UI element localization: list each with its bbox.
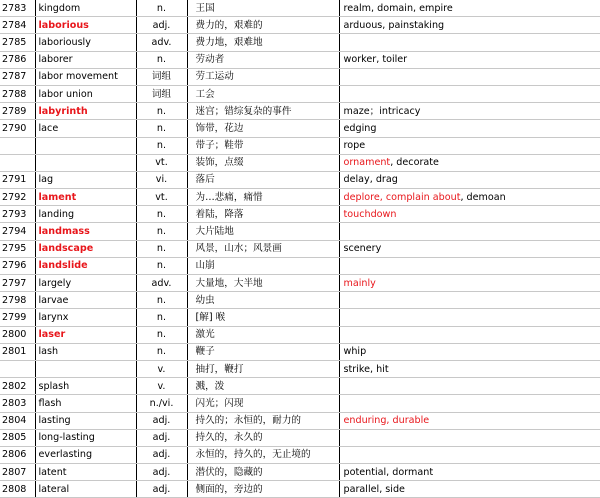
entry-number: 2801 (0, 343, 35, 360)
synonym-segment: whip (343, 346, 367, 358)
entry-number: 2790 (0, 120, 35, 137)
table-row (0, 137, 600, 154)
chinese-definition: 费力的，艰难的 (187, 17, 339, 34)
chinese-definition: 大片陆地 (187, 223, 339, 240)
headword: landmass (35, 223, 136, 240)
table-row (0, 103, 600, 120)
headword: laborious (35, 17, 136, 34)
part-of-speech: adj. (136, 17, 187, 34)
headword: laser (35, 326, 136, 343)
chinese-definition: 迷宫；错综复杂的事件 (187, 103, 339, 120)
part-of-speech: adv. (136, 34, 187, 51)
synonyms (339, 206, 600, 223)
synonyms (339, 17, 600, 34)
synonym-segment: touchdown (343, 208, 397, 220)
entry-number: 2786 (0, 51, 35, 68)
table-row (0, 309, 600, 326)
chinese-definition: 潜伏的，隐藏的 (187, 464, 339, 481)
headword: larynx (35, 309, 136, 326)
entry-number: 2796 (0, 257, 35, 274)
chinese-definition: 侧面的，旁边的 (187, 481, 339, 498)
synonyms (339, 343, 600, 360)
synonyms (339, 85, 600, 102)
table-row (0, 85, 600, 102)
part-of-speech: n. (136, 206, 187, 223)
entry-number: 2794 (0, 223, 35, 240)
synonym-segment: edging (343, 122, 377, 134)
table-row (0, 446, 600, 463)
part-of-speech: n. (136, 257, 187, 274)
table-row (0, 378, 600, 395)
headword: laboriously (35, 34, 136, 51)
table-row (0, 257, 600, 274)
chinese-definition: 为…悲痛，痛惜 (187, 189, 339, 206)
synonyms (339, 103, 600, 120)
chinese-definition: 饰带，花边 (187, 120, 339, 137)
entry-number (0, 360, 35, 377)
part-of-speech: n. (136, 103, 187, 120)
part-of-speech: adv. (136, 275, 187, 292)
table-row (0, 154, 600, 171)
part-of-speech: adj. (136, 429, 187, 446)
entry-number: 2803 (0, 395, 35, 412)
headword: labor union (35, 85, 136, 102)
synonym-segment: rope (343, 140, 366, 152)
synonyms (339, 429, 600, 446)
part-of-speech: v. (136, 360, 187, 377)
chinese-definition: 溅，泼 (187, 378, 339, 395)
entry-number: 2802 (0, 378, 35, 395)
headword: everlasting (35, 446, 136, 463)
part-of-speech: vt. (136, 154, 187, 171)
entry-number: 2785 (0, 34, 35, 51)
headword: landscape (35, 240, 136, 257)
chinese-definition: 鞭子 (187, 343, 339, 360)
part-of-speech: 词组 (136, 68, 187, 85)
synonyms (339, 481, 600, 498)
part-of-speech: n. (136, 120, 187, 137)
synonym-segment: maze；intricacy (343, 105, 421, 117)
chinese-definition: 劳动者 (187, 51, 339, 68)
headword: labor movement (35, 68, 136, 85)
headword: latent (35, 464, 136, 481)
entry-number (0, 154, 35, 171)
headword: lash (35, 343, 136, 360)
entry-number: 2791 (0, 171, 35, 188)
synonyms (339, 326, 600, 343)
entry-number: 2807 (0, 464, 35, 481)
synonym-segment: deplore, complain about (343, 191, 461, 203)
chinese-definition: 大量地，大半地 (187, 275, 339, 292)
synonyms (339, 309, 600, 326)
part-of-speech: n. (136, 292, 187, 309)
part-of-speech: vi. (136, 171, 187, 188)
chinese-definition: 持久的；永恒的，耐力的 (187, 412, 339, 429)
synonyms (339, 412, 600, 429)
synonyms (339, 189, 600, 206)
entry-number: 2800 (0, 326, 35, 343)
synonym-segment: realm, domain, empire (343, 2, 453, 14)
entry-number: 2783 (0, 0, 35, 17)
table-row (0, 0, 600, 17)
table-row (0, 360, 600, 377)
synonym-segment: strike, hit (343, 363, 389, 375)
headword: larvae (35, 292, 136, 309)
synonyms (339, 446, 600, 463)
entry-number: 2792 (0, 189, 35, 206)
synonym-segment: scenery (343, 243, 382, 255)
entry-number: 2804 (0, 412, 35, 429)
table-row (0, 68, 600, 85)
chinese-definition: 幼虫 (187, 292, 339, 309)
table-row (0, 171, 600, 188)
chinese-definition: [解] 喉 (187, 309, 339, 326)
chinese-definition: 落后 (187, 171, 339, 188)
synonyms (339, 378, 600, 395)
synonyms (339, 68, 600, 85)
chinese-definition: 王国 (187, 0, 339, 17)
synonym-segment: ornament (343, 157, 391, 169)
chinese-definition: 抽打，鞭打 (187, 360, 339, 377)
headword: long-lasting (35, 429, 136, 446)
part-of-speech: n. (136, 0, 187, 17)
table-row (0, 17, 600, 34)
headword: landslide (35, 257, 136, 274)
headword: lament (35, 189, 136, 206)
entry-number: 2795 (0, 240, 35, 257)
part-of-speech: n./vi. (136, 395, 187, 412)
synonyms (339, 34, 600, 51)
entry-number: 2793 (0, 206, 35, 223)
headword: laborer (35, 51, 136, 68)
table-row (0, 343, 600, 360)
part-of-speech: v. (136, 378, 187, 395)
synonym-segment: enduring, durable (343, 415, 430, 427)
part-of-speech: n. (136, 309, 187, 326)
synonym-segment: , demoan (460, 191, 506, 203)
entry-number: 2806 (0, 446, 35, 463)
headword: largely (35, 275, 136, 292)
table-row (0, 481, 600, 498)
entry-number: 2788 (0, 85, 35, 102)
synonym-segment: parallel, side (343, 483, 405, 495)
entry-number: 2805 (0, 429, 35, 446)
entry-number: 2787 (0, 68, 35, 85)
entry-number: 2797 (0, 275, 35, 292)
chinese-definition: 永恒的，持久的，无止境的 (187, 446, 339, 463)
synonym-segment: , decorate (390, 157, 439, 169)
part-of-speech: n. (136, 137, 187, 154)
part-of-speech: adj. (136, 412, 187, 429)
headword: lasting (35, 412, 136, 429)
headword: lace (35, 120, 136, 137)
synonym-segment: delay, drag (343, 174, 398, 186)
chinese-definition: 着陆，降落 (187, 206, 339, 223)
synonym-segment: worker, toiler (343, 54, 408, 66)
entry-number: 2798 (0, 292, 35, 309)
synonyms (339, 240, 600, 257)
headword: flash (35, 395, 136, 412)
headword: splash (35, 378, 136, 395)
synonyms (339, 257, 600, 274)
part-of-speech: adj. (136, 446, 187, 463)
synonyms (339, 137, 600, 154)
part-of-speech: n. (136, 223, 187, 240)
part-of-speech: n. (136, 343, 187, 360)
headword: landing (35, 206, 136, 223)
synonyms (339, 292, 600, 309)
table-row (0, 275, 600, 292)
part-of-speech: adj. (136, 481, 187, 498)
table-row (0, 34, 600, 51)
synonyms (339, 223, 600, 240)
chinese-definition: 带子；鞋带 (187, 137, 339, 154)
part-of-speech: adj. (136, 464, 187, 481)
synonym-segment: potential, dormant (343, 466, 434, 478)
part-of-speech: 词组 (136, 85, 187, 102)
chinese-definition: 劳工运动 (187, 68, 339, 85)
table-row (0, 412, 600, 429)
synonyms (339, 171, 600, 188)
part-of-speech: n. (136, 326, 187, 343)
synonyms (339, 51, 600, 68)
table-row (0, 206, 600, 223)
synonym-segment: arduous, painstaking (343, 19, 445, 31)
headword: labyrinth (35, 103, 136, 120)
entry-number: 2808 (0, 481, 35, 498)
chinese-definition: 工会 (187, 85, 339, 102)
synonym-segment: mainly (343, 277, 376, 289)
synonyms (339, 0, 600, 17)
synonyms (339, 360, 600, 377)
synonyms (339, 120, 600, 137)
chinese-definition: 装饰，点缀 (187, 154, 339, 171)
entry-number: 2784 (0, 17, 35, 34)
table-row (0, 326, 600, 343)
chinese-definition: 激光 (187, 326, 339, 343)
synonyms (339, 395, 600, 412)
headword (35, 154, 136, 171)
headword (35, 137, 136, 154)
synonyms (339, 464, 600, 481)
table-row (0, 189, 600, 206)
table-row (0, 395, 600, 412)
table-row (0, 240, 600, 257)
chinese-definition: 费力地，艰难地 (187, 34, 339, 51)
headword (35, 360, 136, 377)
table-row (0, 292, 600, 309)
part-of-speech: vt. (136, 189, 187, 206)
entry-number: 2789 (0, 103, 35, 120)
headword: kingdom (35, 0, 136, 17)
table-row (0, 429, 600, 446)
chinese-definition: 风景，山水；风景画 (187, 240, 339, 257)
entry-number: 2799 (0, 309, 35, 326)
chinese-definition: 持久的，永久的 (187, 429, 339, 446)
chinese-definition: 闪光；闪现 (187, 395, 339, 412)
headword: lag (35, 171, 136, 188)
table-row (0, 51, 600, 68)
part-of-speech: n. (136, 51, 187, 68)
chinese-definition: 山崩 (187, 257, 339, 274)
part-of-speech: n. (136, 240, 187, 257)
entry-number (0, 137, 35, 154)
table-row (0, 464, 600, 481)
table-row (0, 223, 600, 240)
synonyms (339, 154, 600, 171)
headword: lateral (35, 481, 136, 498)
synonyms (339, 275, 600, 292)
table-row (0, 120, 600, 137)
